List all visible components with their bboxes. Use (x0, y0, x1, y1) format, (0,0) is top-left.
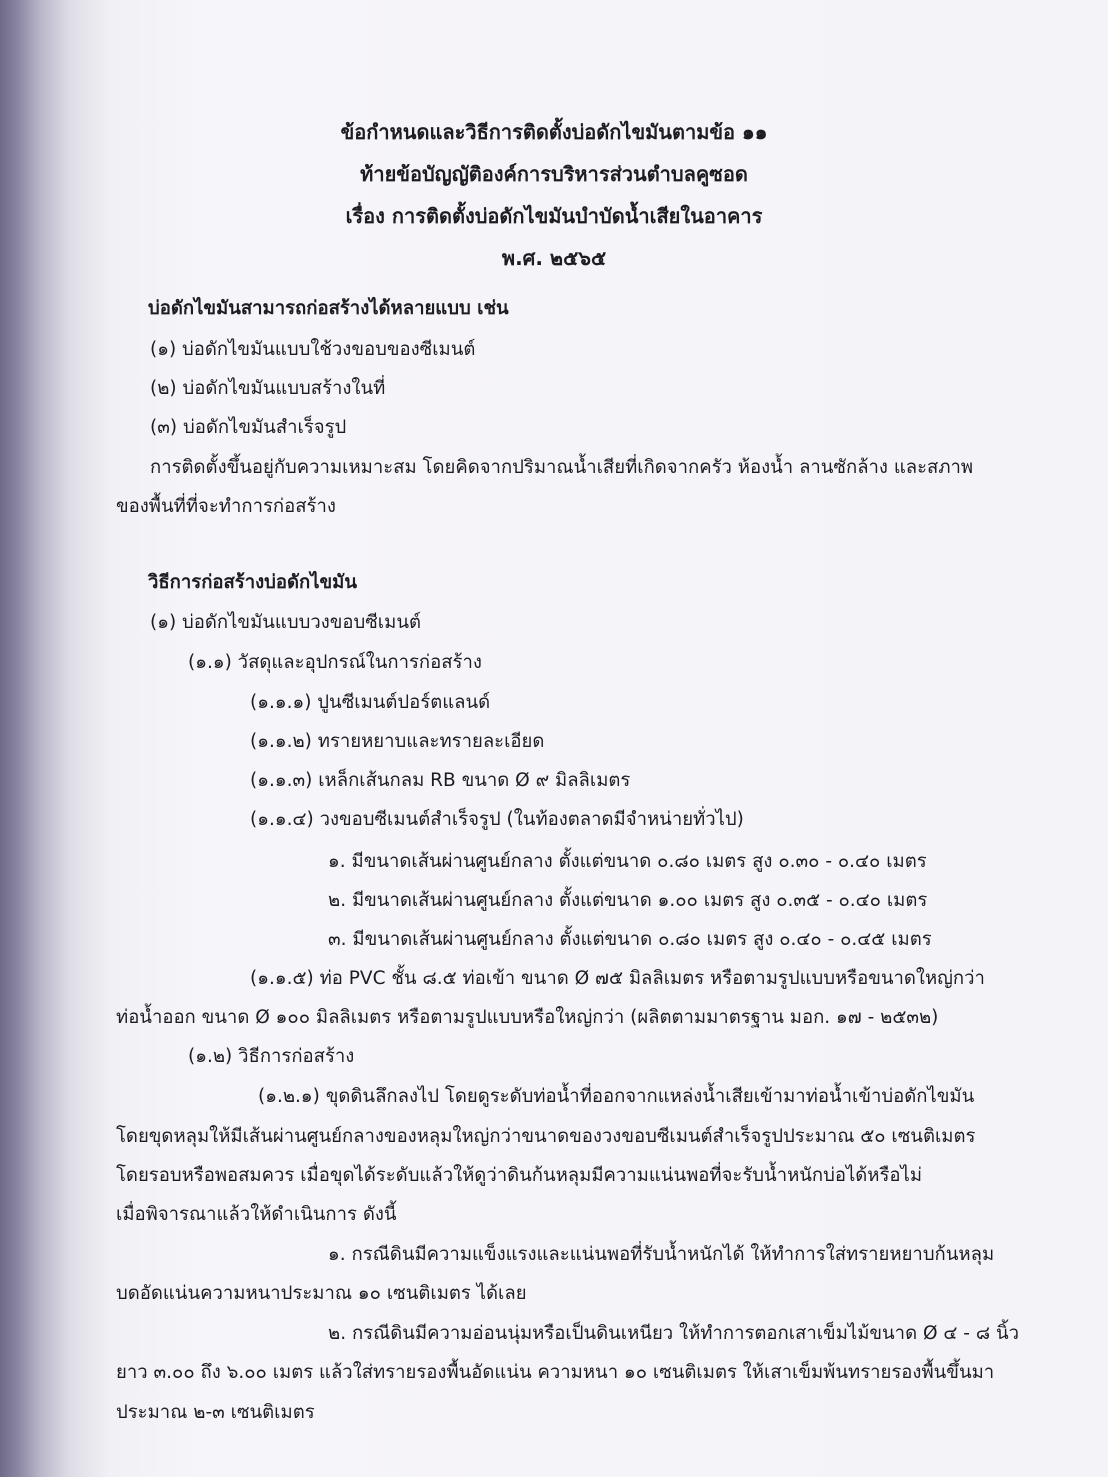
material-cement: (๑.๑.๑) ปูนซีเมนต์ปอร์ตแลนด์ (250, 692, 491, 713)
case-firm-soil-line-1: ๑. กรณีดินมีความแข็งแรงและแน่นพอที่รับน้ำหนักได้ ให้ทำการใส่ทรายหยาบก้นหลุม (328, 1244, 995, 1265)
case-soft-soil-line-2: ยาว ๓.๐๐ ถึง ๖.๐๐ เมตร แล้วใส่ทรายรองพื้นอัดแน่น ความหนา ๑๐ เซนติเมตร ให้เสาเข็มพ้นทรายรองพื้นขึ้นมา (116, 1362, 995, 1383)
step-dig-line-2: โดยขุดหลุมให้มีเส้นผ่านศูนย์กลางของหลุมใหญ่กว่าขนาดของวงขอบซีเมนต์สำเร็จรูปประมาณ ๕๐ เซนติเมตร (116, 1126, 976, 1147)
doc-title-line-3: เรื่อง การติดตั้งบ่อดักไขมันบำบัดน้ำเสียในอาคาร (345, 204, 763, 228)
doc-title-line-2: ท้ายข้อบัญญัติองค์การบริหารส่วนตำบลคูซอด (360, 162, 748, 186)
doc-title-year: พ.ศ. ๒๕๖๕ (501, 246, 607, 270)
method-heading: วิธีการก่อสร้างบ่อดักไขมัน (148, 572, 358, 593)
case-firm-soil-line-2: บดอัดแน่นความหนาประมาณ ๑๐ เซนติเมตร ได้เลย (116, 1283, 527, 1304)
ring-size-2: ๒. มีขนาดเส้นผ่านศูนย์กลาง ตั้งแต่ขนาด ๑.๐๐ เมตร สูง ๐.๓๕ - ๐.๔๐ เมตร (328, 890, 928, 911)
material-sand: (๑.๑.๒) ทรายหยาบและทรายละเอียด (250, 731, 545, 752)
step-dig-line-1: (๑.๒.๑) ขุดดินลึกลงไป โดยดูระดับท่อน้ำที่ออกจากแหล่งน้ำเสียเข้ามาท่อน้ำเข้าบ่อดักไขมัน (258, 1086, 975, 1107)
step-dig-line-3: โดยรอบหรือพอสมควร เมื่อขุดได้ระดับแล้วให้ดูว่าดินก้นหลุมมีความแน่นพอที่จะรับน้ำหนักบ่อได้หรือไม่ (116, 1165, 923, 1186)
material-cement-ring: (๑.๑.๔) วงขอบซีเมนต์สำเร็จรูป (ในท้องตลาดมีจำหน่ายทั่วไป) (250, 809, 744, 830)
case-soft-soil-line-1: ๒. กรณีดินมีความอ่อนนุ่มหรือเป็นดินเหนียว ให้ทำการตอกเสาเข็มไม้ขนาด Ø ๔ - ๘ นิ้ว (328, 1323, 1020, 1344)
intro-heading: บ่อดักไขมันสามารถก่อสร้างได้หลายแบบ เช่น (148, 298, 509, 319)
case-soft-soil-line-3: ประมาณ ๒-๓ เซนติเมตร (116, 1402, 315, 1423)
intro-paragraph-line-2: ของพื้นที่ที่จะทำการก่อสร้าง (116, 496, 336, 517)
materials-subheading: (๑.๑) วัสดุและอุปกรณ์ในการก่อสร้าง (188, 652, 482, 673)
material-pvc-pipe-line-2: ท่อน้ำออก ขนาด Ø ๑๐๐ มิลลิเมตร หรือตามรูปแบบหรือใหญ่กว่า (ผลิตตามมาตรฐาน มอก. ๑๗ - ๒๕๓๒) (116, 1007, 939, 1028)
ring-size-1: ๑. มีขนาดเส้นผ่านศูนย์กลาง ตั้งแต่ขนาด ๐.๘๐ เมตร สูง ๐.๓๐ - ๐.๔๐ เมตร (328, 851, 927, 872)
ring-size-3: ๓. มีขนาดเส้นผ่านศูนย์กลาง ตั้งแต่ขนาด ๐.๘๐ เมตร สูง ๐.๔๐ - ๐.๔๕ เมตร (328, 929, 932, 950)
intro-item-1: (๑) บ่อดักไขมันแบบใช้วงขอบของซีเมนต์ (150, 339, 476, 360)
doc-title-line-1: ข้อกำหนดและวิธีการติดตั้งบ่อดักไขมันตามข้อ ๑๑ (340, 120, 768, 144)
step-dig-line-4: เมื่อพิจารณาแล้วให้ดำเนินการ ดังนี้ (116, 1204, 397, 1225)
intro-item-2: (๒) บ่อดักไขมันแบบสร้างในที่ (150, 378, 386, 399)
construction-subheading: (๑.๒) วิธีการก่อสร้าง (188, 1046, 355, 1067)
material-rebar: (๑.๑.๓) เหล็กเส้นกลม RB ขนาด Ø ๙ มิลลิเมตร (250, 770, 631, 791)
method-item-1: (๑) บ่อดักไขมันแบบวงขอบซีเมนต์ (150, 612, 421, 633)
intro-item-3: (๓) บ่อดักไขมันสำเร็จรูป (150, 417, 347, 438)
intro-paragraph-line-1: การติดตั้งขึ้นอยู่กับความเหมาะสม โดยคิดจากปริมาณน้ำเสียที่เกิดจากครัว ห้องน้ำ ลานซักล้าง และสภาพ (150, 457, 974, 478)
material-pvc-pipe-line-1: (๑.๑.๕) ท่อ PVC ชั้น ๘.๕ ท่อเข้า ขนาด Ø ๗๕ มิลลิเมตร หรือตามรูปแบบหรือขนาดใหญ่กว่า (250, 968, 985, 989)
